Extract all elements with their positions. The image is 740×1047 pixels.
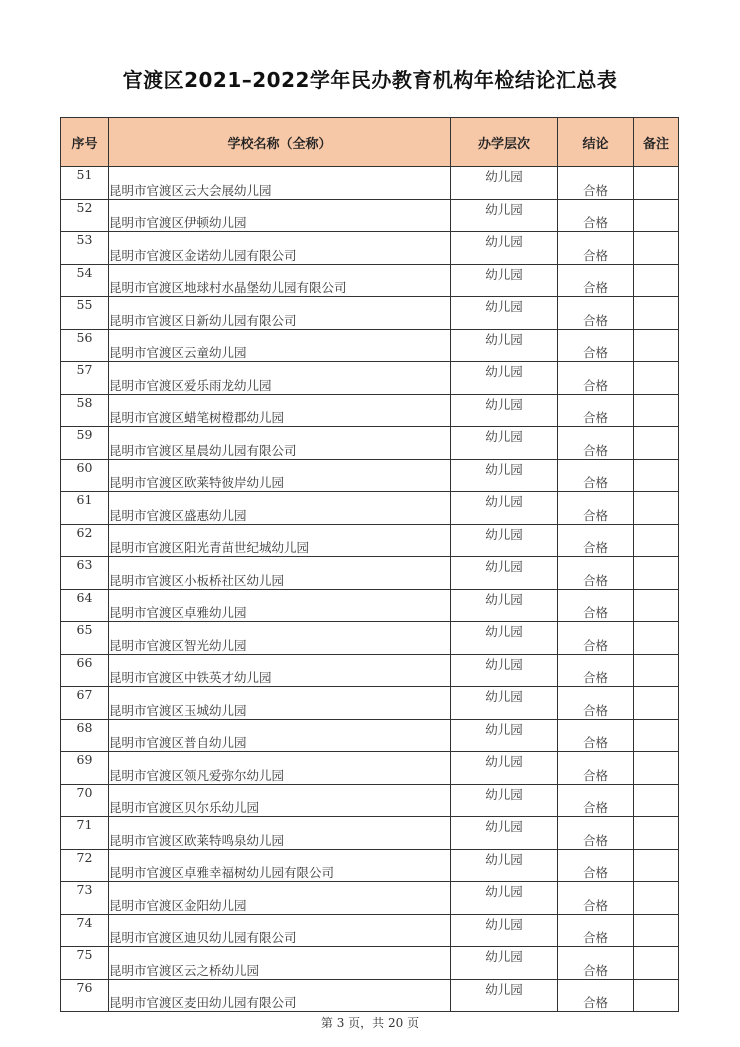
row-note <box>634 752 679 785</box>
school-name: 昆明市官渡区阳光青苗世纪城幼儿园 <box>109 524 451 557</box>
row-index: 70 <box>61 784 109 817</box>
school-level: 幼儿园 <box>451 817 558 850</box>
row-index: 65 <box>61 622 109 655</box>
row-note <box>634 167 679 200</box>
school-level: 幼儿园 <box>451 492 558 525</box>
school-name: 昆明市官渡区星晨幼儿园有限公司 <box>109 427 451 460</box>
column-header-note: 备注 <box>634 118 679 167</box>
row-note <box>634 264 679 297</box>
inspection-result: 合格 <box>558 784 634 817</box>
inspection-result: 合格 <box>558 719 634 752</box>
row-index: 72 <box>61 849 109 882</box>
row-index: 56 <box>61 329 109 362</box>
row-index: 75 <box>61 947 109 980</box>
row-note <box>634 882 679 915</box>
school-level: 幼儿园 <box>451 557 558 590</box>
school-level: 幼儿园 <box>451 199 558 232</box>
school-name: 昆明市官渡区云童幼儿园 <box>109 329 451 362</box>
inspection-result: 合格 <box>558 167 634 200</box>
table-row <box>61 362 679 395</box>
row-note <box>634 232 679 265</box>
inspection-result: 合格 <box>558 394 634 427</box>
school-name: 昆明市官渡区欧莱特鸣泉幼儿园 <box>109 817 451 850</box>
inspection-result: 合格 <box>558 199 634 232</box>
inspection-result: 合格 <box>558 264 634 297</box>
school-name: 昆明市官渡区领凡爱弥尔幼儿园 <box>109 752 451 785</box>
table-row <box>61 232 679 265</box>
row-index: 59 <box>61 427 109 460</box>
inspection-result: 合格 <box>558 557 634 590</box>
school-level: 幼儿园 <box>451 297 558 330</box>
row-note <box>634 914 679 947</box>
table-row <box>61 459 679 492</box>
school-level: 幼儿园 <box>451 687 558 720</box>
inspection-result: 合格 <box>558 882 634 915</box>
row-index: 69 <box>61 752 109 785</box>
school-level: 幼儿园 <box>451 459 558 492</box>
row-index: 71 <box>61 817 109 850</box>
inspection-result: 合格 <box>558 687 634 720</box>
table-row <box>61 849 679 882</box>
table-row <box>61 622 679 655</box>
row-note <box>634 459 679 492</box>
row-note <box>634 199 679 232</box>
school-name: 昆明市官渡区普自幼儿园 <box>109 719 451 752</box>
table-row <box>61 914 679 947</box>
row-index: 58 <box>61 394 109 427</box>
row-index: 74 <box>61 914 109 947</box>
document-title: 官渡区2021–2022学年民办教育机构年检结论汇总表 <box>122 68 618 92</box>
column-header-school-name: 学校名称（全称） <box>109 118 451 167</box>
school-level: 幼儿园 <box>451 947 558 980</box>
row-note <box>634 947 679 980</box>
school-level: 幼儿园 <box>451 264 558 297</box>
row-index: 60 <box>61 459 109 492</box>
table-row <box>61 394 679 427</box>
school-name: 昆明市官渡区爱乐雨龙幼儿园 <box>109 362 451 395</box>
inspection-result: 合格 <box>558 524 634 557</box>
row-index: 61 <box>61 492 109 525</box>
school-level: 幼儿园 <box>451 979 558 1012</box>
school-level: 幼儿园 <box>451 232 558 265</box>
row-index: 67 <box>61 687 109 720</box>
row-index: 53 <box>61 232 109 265</box>
row-note <box>634 297 679 330</box>
row-index: 57 <box>61 362 109 395</box>
row-note <box>634 979 679 1012</box>
school-name: 昆明市官渡区小板桥社区幼儿园 <box>109 557 451 590</box>
row-note <box>634 362 679 395</box>
row-index: 55 <box>61 297 109 330</box>
table-row <box>61 817 679 850</box>
school-name: 昆明市官渡区麦田幼儿园有限公司 <box>109 979 451 1012</box>
school-level: 幼儿园 <box>451 719 558 752</box>
table-row <box>61 589 679 622</box>
school-level: 幼儿园 <box>451 427 558 460</box>
inspection-result: 合格 <box>558 362 634 395</box>
row-index: 68 <box>61 719 109 752</box>
school-level: 幼儿园 <box>451 784 558 817</box>
row-note <box>634 719 679 752</box>
inspection-result: 合格 <box>558 297 634 330</box>
row-note <box>634 329 679 362</box>
inspection-result: 合格 <box>558 427 634 460</box>
row-index: 63 <box>61 557 109 590</box>
school-name: 昆明市官渡区金诺幼儿园有限公司 <box>109 232 451 265</box>
row-index: 76 <box>61 979 109 1012</box>
row-index: 62 <box>61 524 109 557</box>
school-level: 幼儿园 <box>451 914 558 947</box>
school-name: 昆明市官渡区地球村水晶堡幼儿园有限公司 <box>109 264 451 297</box>
inspection-result: 合格 <box>558 914 634 947</box>
school-name: 昆明市官渡区贝尔乐幼儿园 <box>109 784 451 817</box>
school-level: 幼儿园 <box>451 167 558 200</box>
school-name: 昆明市官渡区云大会展幼儿园 <box>109 167 451 200</box>
table-header-row <box>61 118 679 167</box>
school-level: 幼儿园 <box>451 882 558 915</box>
column-header-index: 序号 <box>61 118 109 167</box>
row-index: 51 <box>61 167 109 200</box>
row-note <box>634 687 679 720</box>
school-level: 幼儿园 <box>451 362 558 395</box>
table-row <box>61 329 679 362</box>
inspection-result: 合格 <box>558 329 634 362</box>
table-row <box>61 719 679 752</box>
inspection-result: 合格 <box>558 947 634 980</box>
row-index: 66 <box>61 654 109 687</box>
inspection-result: 合格 <box>558 622 634 655</box>
row-note <box>634 394 679 427</box>
inspection-result: 合格 <box>558 459 634 492</box>
school-level: 幼儿园 <box>451 394 558 427</box>
school-level: 幼儿园 <box>451 654 558 687</box>
row-note <box>634 589 679 622</box>
school-level: 幼儿园 <box>451 524 558 557</box>
table-row <box>61 167 679 200</box>
row-note <box>634 622 679 655</box>
inspection-result: 合格 <box>558 752 634 785</box>
table-row <box>61 524 679 557</box>
school-level: 幼儿园 <box>451 849 558 882</box>
row-note <box>634 784 679 817</box>
row-note <box>634 492 679 525</box>
inspection-result: 合格 <box>558 589 634 622</box>
row-index: 73 <box>61 882 109 915</box>
school-name: 昆明市官渡区云之桥幼儿园 <box>109 947 451 980</box>
row-note <box>634 427 679 460</box>
inspection-result: 合格 <box>558 492 634 525</box>
table-row <box>61 557 679 590</box>
school-level: 幼儿园 <box>451 589 558 622</box>
table-row <box>61 654 679 687</box>
inspection-result: 合格 <box>558 817 634 850</box>
inspection-result: 合格 <box>558 849 634 882</box>
table-row <box>61 687 679 720</box>
school-name: 昆明市官渡区卓雅幸福树幼儿园有限公司 <box>109 849 451 882</box>
school-name: 昆明市官渡区伊顿幼儿园 <box>109 199 451 232</box>
row-note <box>634 849 679 882</box>
summary-table <box>60 117 679 1012</box>
school-name: 昆明市官渡区智光幼儿园 <box>109 622 451 655</box>
school-level: 幼儿园 <box>451 329 558 362</box>
table-row <box>61 492 679 525</box>
row-note <box>634 654 679 687</box>
school-name: 昆明市官渡区欧莱特彼岸幼儿园 <box>109 459 451 492</box>
school-name: 昆明市官渡区日新幼儿园有限公司 <box>109 297 451 330</box>
table-row <box>61 427 679 460</box>
school-level: 幼儿园 <box>451 752 558 785</box>
table-row <box>61 882 679 915</box>
school-name: 昆明市官渡区迪贝幼儿园有限公司 <box>109 914 451 947</box>
table-row <box>61 297 679 330</box>
column-header-result: 结论 <box>558 118 634 167</box>
school-name: 昆明市官渡区卓雅幼儿园 <box>109 589 451 622</box>
school-name: 昆明市官渡区中铁英才幼儿园 <box>109 654 451 687</box>
school-level: 幼儿园 <box>451 622 558 655</box>
table-row <box>61 979 679 1012</box>
row-note <box>634 557 679 590</box>
column-header-level: 办学层次 <box>451 118 558 167</box>
table-row <box>61 752 679 785</box>
school-name: 昆明市官渡区蜡笔树橙郡幼儿园 <box>109 394 451 427</box>
table-row <box>61 199 679 232</box>
table-row <box>61 947 679 980</box>
school-name: 昆明市官渡区盛惠幼儿园 <box>109 492 451 525</box>
table-row <box>61 264 679 297</box>
inspection-result: 合格 <box>558 654 634 687</box>
inspection-result: 合格 <box>558 979 634 1012</box>
page-footer: 第 3 页，共 20 页 <box>320 1016 420 1030</box>
school-name: 昆明市官渡区玉城幼儿园 <box>109 687 451 720</box>
table-body <box>61 167 679 1012</box>
table-row <box>61 784 679 817</box>
row-index: 52 <box>61 199 109 232</box>
row-index: 64 <box>61 589 109 622</box>
row-note <box>634 817 679 850</box>
inspection-result: 合格 <box>558 232 634 265</box>
school-name: 昆明市官渡区金阳幼儿园 <box>109 882 451 915</box>
row-note <box>634 524 679 557</box>
row-index: 54 <box>61 264 109 297</box>
